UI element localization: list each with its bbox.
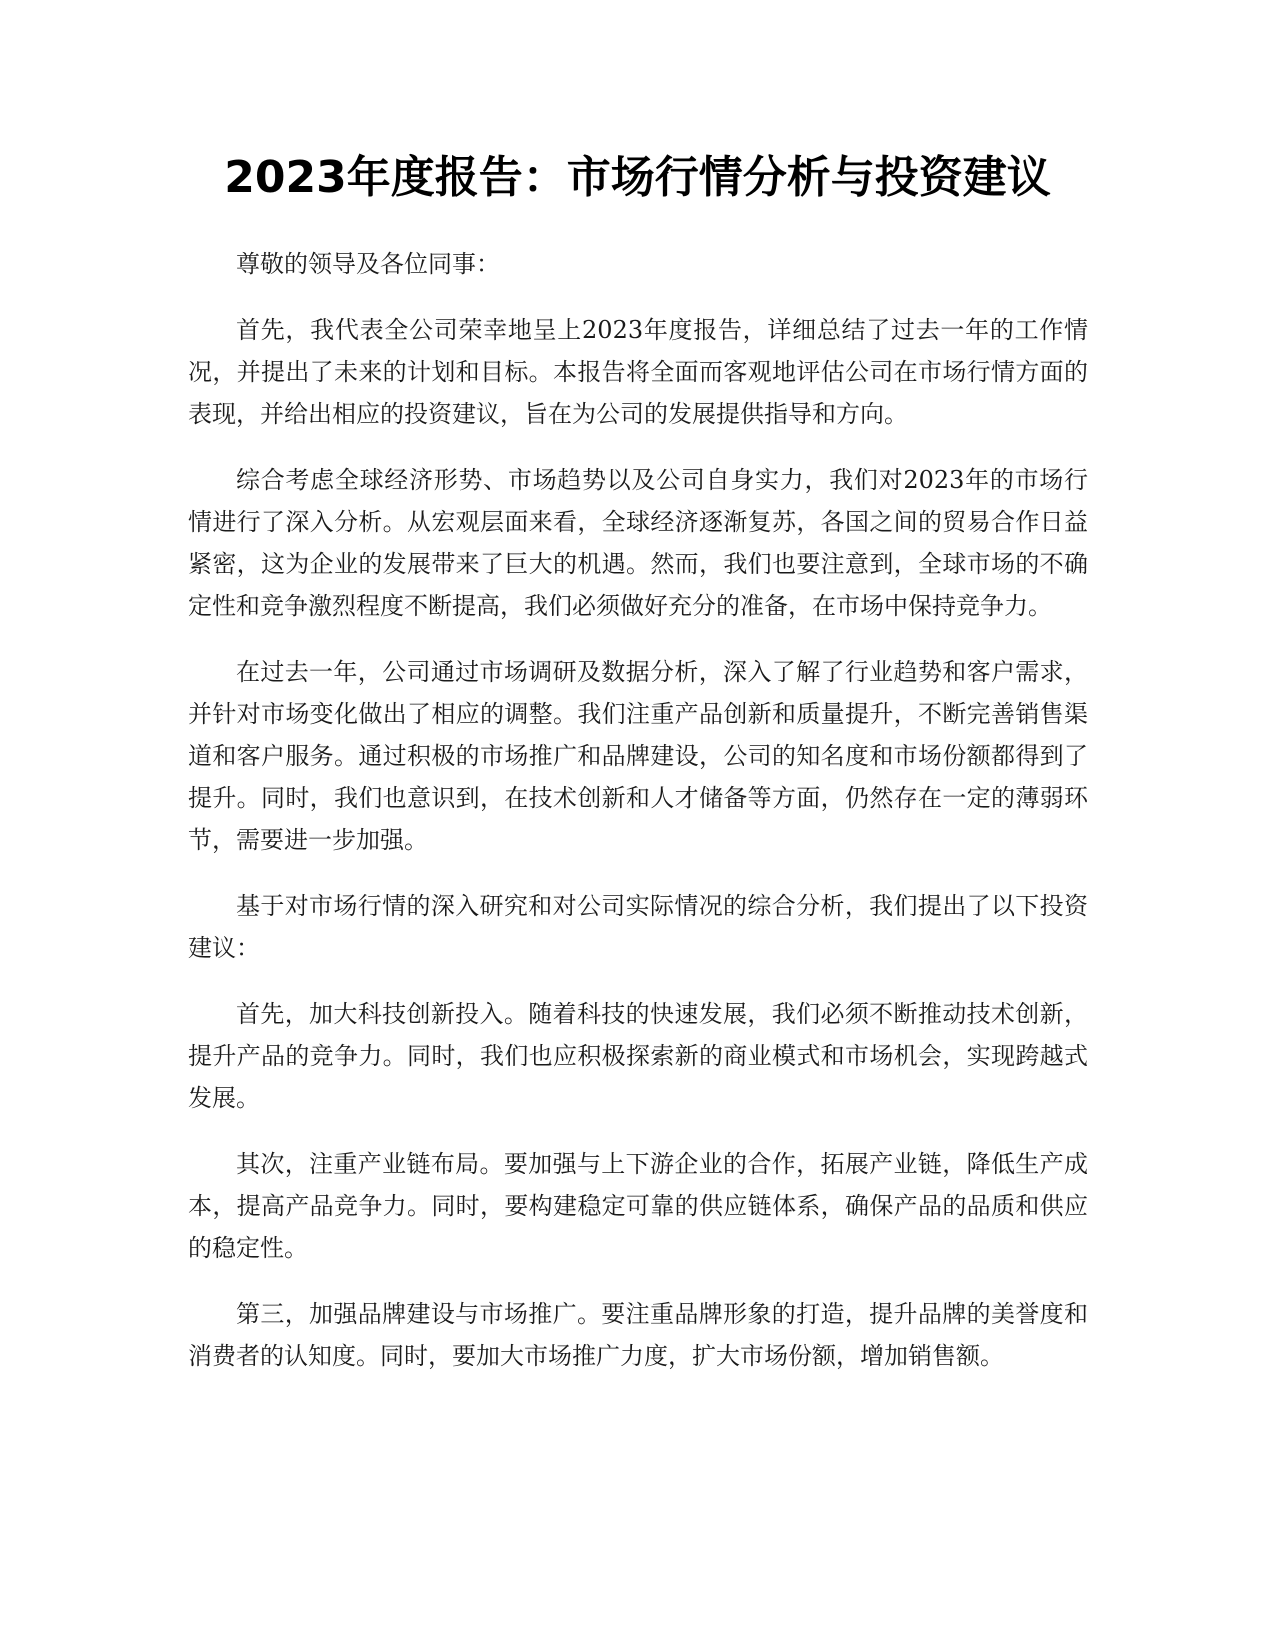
paragraph-intro: 首先，我代表全公司荣幸地呈上2023年度报告，详细总结了过去一年的工作情况，并提出了未来的计划和目标。本报告将全面而客观地评估公司在市场行情方面的表现，并给出相应的投资建议，旨在为公司的发展提供指导和方向。 bbox=[188, 316, 1088, 428]
document-body bbox=[188, 243, 1088, 1401]
paragraph-recommendation-2: 其次，注重产业链布局。要加强与上下游企业的合作，拓展产业链，降低生产成本，提高产品竞争力。同时，要构建稳定可靠的供应链体系，确保产品的品质和供应的稳定性。 bbox=[188, 1150, 1088, 1262]
salutation: 尊敬的领导及各位同事： bbox=[236, 250, 500, 278]
paragraph-past-year: 在过去一年，公司通过市场调研及数据分析，深入了解了行业趋势和客户需求，并针对市场变化做出了相应的调整。我们注重产品创新和质量提升，不断完善销售渠道和客户服务。通过积极的市场推广和品牌建设，公司的知名度和市场份额都得到了提升。同时，我们也意识到，在技术创新和人才储备等方面，仍然存在一定的薄弱环节，需要进一步加强。 bbox=[188, 658, 1088, 854]
paragraph-recommendations-intro: 基于对市场行情的深入研究和对公司实际情况的综合分析，我们提出了以下投资建议： bbox=[188, 892, 1088, 962]
document-title: 2023年度报告：市场行情分析与投资建议 bbox=[224, 152, 1051, 203]
paragraph-market-analysis: 综合考虑全球经济形势、市场趋势以及公司自身实力，我们对2023年的市场行情进行了深入分析。从宏观层面来看，全球经济逐渐复苏，各国之间的贸易合作日益紧密，这为企业的发展带来了巨大的机遇。然而，我们也要注意到，全球市场的不确定性和竞争激烈程度不断提高，我们必须做好充分的准备，在市场中保持竞争力。 bbox=[188, 466, 1088, 620]
paragraph-recommendation-1: 首先，加大科技创新投入。随着科技的快速发展，我们必须不断推动技术创新，提升产品的竞争力。同时，我们也应积极探索新的商业模式和市场机会，实现跨越式发展。 bbox=[188, 1000, 1088, 1112]
paragraph-recommendation-3: 第三，加强品牌建设与市场推广。要注重品牌形象的打造，提升品牌的美誉度和消费者的认知度。同时，要加大市场推广力度，扩大市场份额，增加销售额。 bbox=[188, 1300, 1088, 1370]
